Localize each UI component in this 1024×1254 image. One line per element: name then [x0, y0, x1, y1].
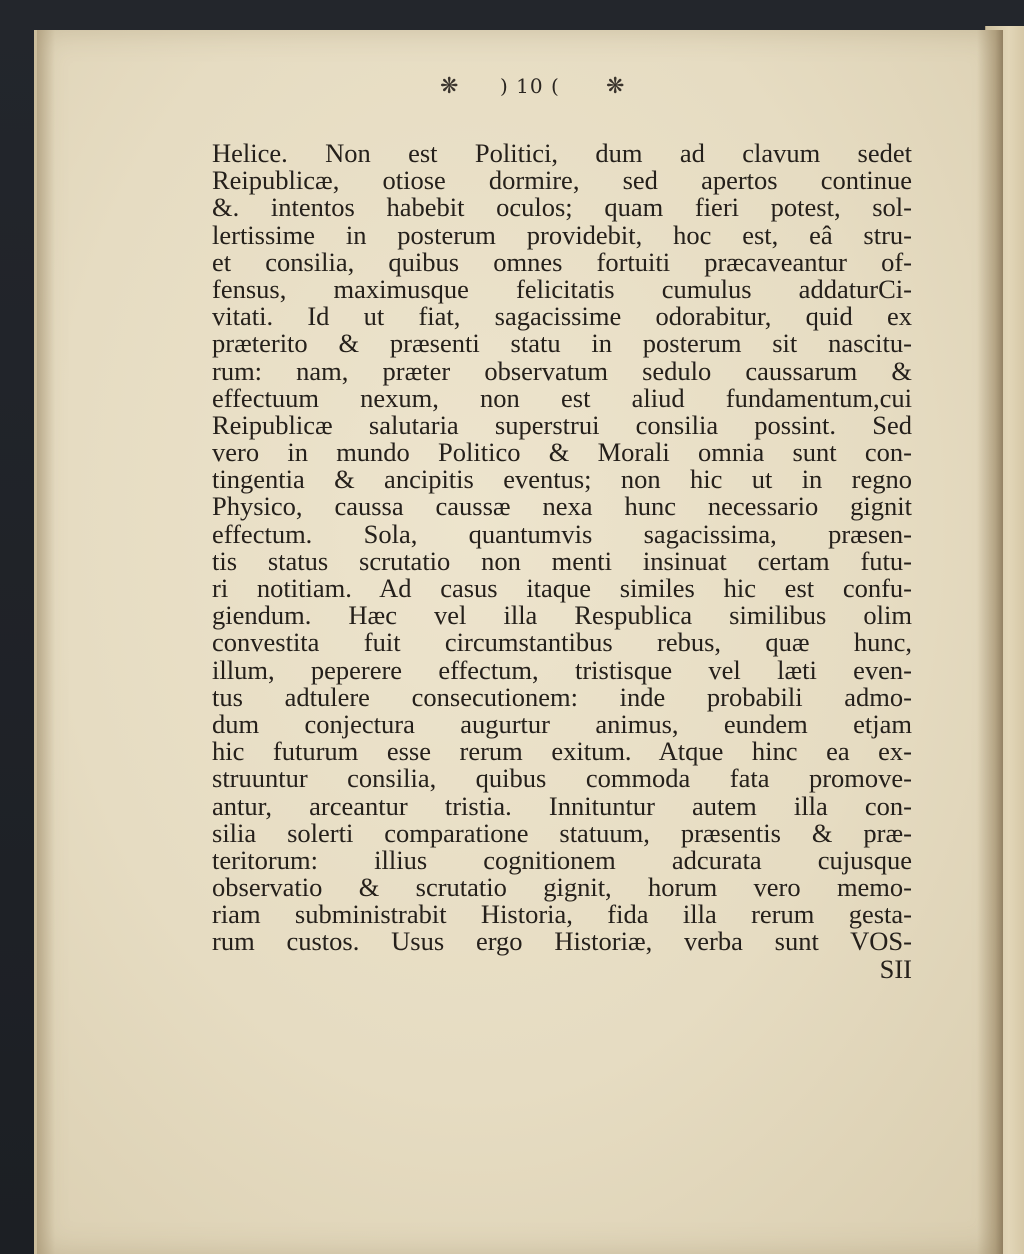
page-edge-shadow — [37, 30, 55, 1254]
text-line: effectum. Sola, quantumvis sagacissima, præsen- — [212, 518, 912, 549]
text-line: riam subministrabit Historia, fida illa rerum gesta- — [212, 899, 912, 930]
page-header — [440, 70, 680, 106]
page-gutter — [977, 30, 1003, 1254]
page-number: ) 10 ( — [500, 74, 560, 98]
text-line: silia solerti comparatione statuum, præsentis & præ- — [212, 817, 912, 848]
text-line: ri notitiam. Ad casus itaque similes hic est confu- — [212, 573, 912, 603]
text-line: Physico, caussa caussæ nexa hunc necessario gignit — [212, 491, 912, 522]
text-line: lertissime in posterum providebit, hoc est, eâ stru- — [212, 219, 912, 250]
text-line: convestita fuit circumstantibus rebus, quæ hunc, — [212, 627, 912, 658]
text-line: tus adtulere consecutionem: inde probabili admo- — [212, 681, 912, 712]
text-line: præterito & præsenti statu in posterum sit nascitu- — [212, 328, 912, 359]
text-line: et consilia, quibus omnes fortuiti præcaveantur of- — [212, 246, 912, 277]
text-line: observatio & scrutatio gignit, horum vero memo- — [212, 872, 912, 903]
flower-ornament-icon: ❋ — [440, 74, 459, 99]
text-line: teritorum: illius cognitionem adcurata cujusque — [212, 844, 912, 875]
text-line: tis status scrutatio non menti insinuat certam futu- — [212, 545, 912, 576]
text-line: rum: nam, præter observatum sedulo caussarum & — [212, 355, 912, 386]
text-line: Helice. Non est Politici, dum ad clavum sedet — [212, 138, 912, 168]
text-line: Reipublicæ salutaria superstrui consilia possint. Sed — [212, 409, 912, 440]
text-line: rum custos. Usus ergo Historiæ, verba sunt VOS- — [212, 926, 912, 957]
text-line: Reipublicæ, otiose dormire, sed apertos continue — [212, 165, 912, 196]
flower-ornament-icon: ❋ — [606, 74, 625, 99]
text-line: illum, peperere effectum, tristisque vel læti even- — [212, 654, 912, 685]
text-line: fensus, maximusque felicitatis cumulus addaturCi- — [212, 273, 912, 304]
text-line: struuntur consilia, quibus commoda fata promove- — [212, 763, 912, 794]
text-line: antur, arceantur tristia. Innituntur autem illa con- — [212, 790, 912, 821]
text-line: vero in mundo Politico & Morali omnia sunt con- — [212, 437, 912, 468]
text-line: tingentia & ancipitis eventus; non hic ut in regno — [212, 464, 912, 495]
text-line: vitati. Id ut fiat, sagacissime odorabitur, quid ex — [212, 301, 912, 332]
text-line: dum conjectura augurtur animus, eundem etjam — [212, 708, 912, 739]
catchword: SII — [879, 953, 912, 984]
text-line: &. intentos habebit oculos; quam fieri potest, sol- — [212, 192, 912, 223]
text-line: effectuum nexum, non est aliud fundamentum,cui — [212, 382, 912, 413]
body-text — [212, 140, 912, 983]
text-line: hic futurum esse rerum exitum. Atque hinc ea ex- — [212, 736, 912, 767]
text-line: giendum. Hæc vel illa Respublica similibus olim — [212, 600, 912, 631]
